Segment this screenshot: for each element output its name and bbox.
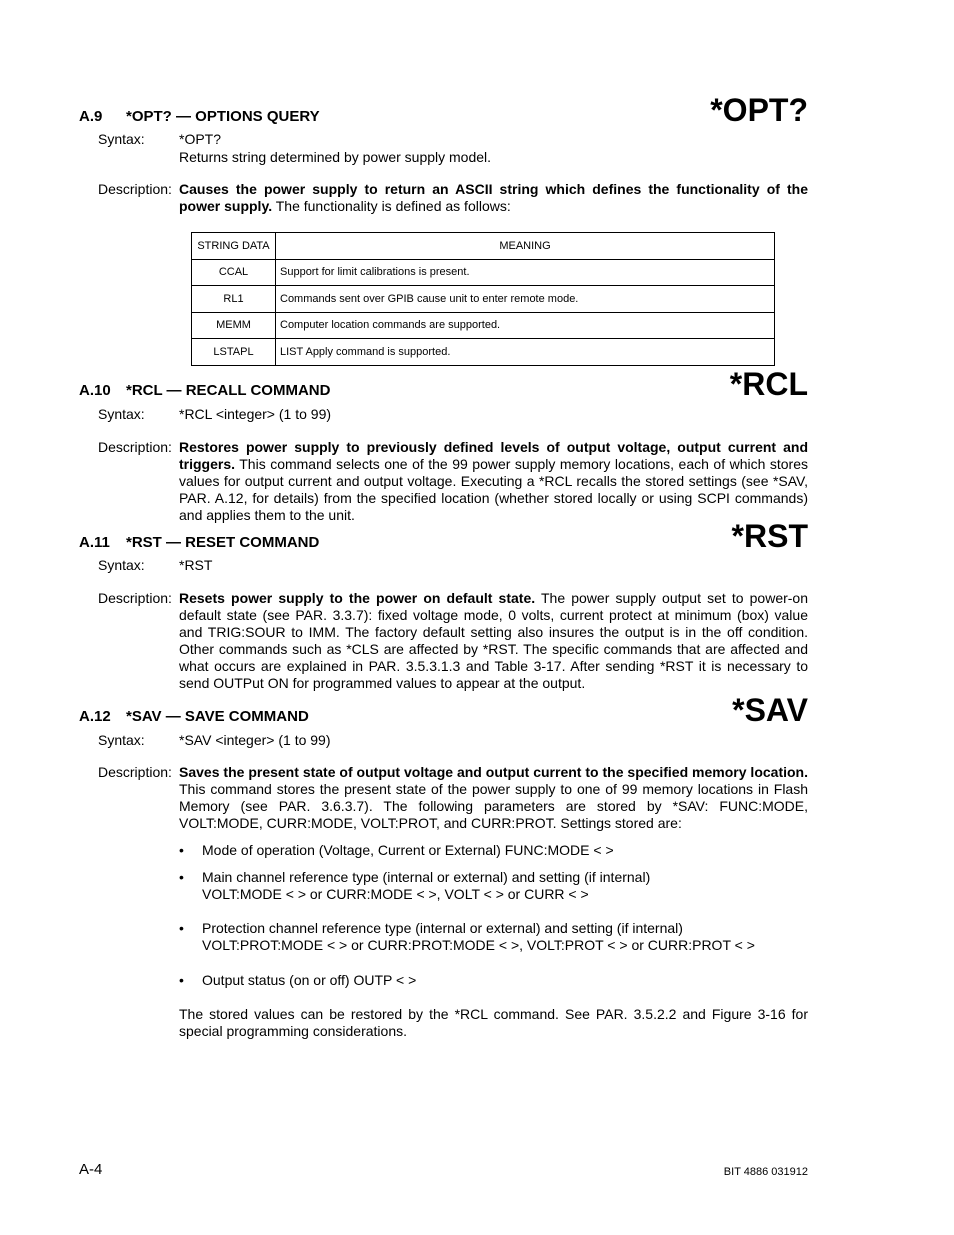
description-rest: This command selects one of the 99 power supply memory locations, each of which stores values for output current and output voltage. Executing a *RCL recalls the stored settings (see *SAV, PAR. A.12, for details) from the specified location (whether stored locally or using SCPI commands) and applies them to the unit. [179, 456, 808, 523]
bullet-marker: • [179, 920, 184, 936]
list-item-text: Mode of operation (Voltage, Current or External) FUNC:MODE < > [202, 842, 614, 858]
section-number: A.11 [79, 534, 110, 551]
section-heading-rst [79, 534, 319, 551]
syntax-value: *RST [179, 557, 213, 573]
table-row [192, 312, 775, 339]
table-cell-string: MEMM [192, 312, 276, 339]
table-cell-meaning: Computer location commands are supported. [276, 312, 775, 339]
description-rest: The power supply output set to power-on default state (see PAR. 3.3.7): fixed voltage mode, 0 volts, current protect at minimum (box) value and TRIG:SOUR to IMM. The factory default setting also insures the output is in the off condition. Other commands such as *CLS are affected by *RST. The specific commands that are affected and what occurs are explained in PAR. 3.5.3.1.3 and Table 3-17. After sending *RST it is necessary to send OUTPut ON for programmed values to appear at the output. [179, 590, 809, 691]
list-item-text: Main channel reference type (internal or external) and setting (if internal) [202, 869, 651, 885]
opt-big-title: *OPT? [710, 92, 808, 128]
description-lead: Saves the present state of output voltage and output current to the specified memory location. [179, 764, 808, 780]
section-heading-sav [79, 708, 309, 725]
syntax-value: *RCL <integer> (1 to 99) [179, 406, 332, 422]
description-text [179, 181, 808, 215]
description-rest: This command stores the present state of the power supply to one of 99 memory locations in Flash Memory (see PAR. 3.6.3.7). The following parameters are stored by *SAV: FUNC:MODE, VOLT:MODE, CURR:MODE, VOLT:PROT, and CURR:PROT. Settings stored are: [179, 781, 808, 831]
section-title: *SAV — SAVE COMMAND [126, 708, 309, 725]
section-title: *RCL — RECALL COMMAND [126, 382, 331, 399]
bullet-marker: • [179, 869, 184, 885]
syntax-value: *OPT? [179, 131, 222, 147]
table-cell-string: CCAL [192, 259, 276, 286]
syntax-label: Syntax: [98, 131, 145, 147]
list-item-text-continued: VOLT:MODE < > or CURR:MODE < >, VOLT < > or CURR < > [202, 886, 589, 902]
table-header-row [192, 233, 775, 260]
syntax-value: *SAV <integer> (1 to 99) [179, 732, 331, 748]
description-lead: Causes the power supply to return an ASCII string which defines the functionality of the power supply. [179, 181, 808, 214]
description-label: Description: [98, 181, 172, 197]
section-number: A.10 [79, 382, 111, 399]
table-row [192, 339, 775, 366]
table-cell-meaning: Support for limit calibrations is present. [276, 259, 775, 286]
bullet-marker: • [179, 842, 184, 858]
table-header-cell: MEANING [276, 233, 775, 260]
rst-big-title: *RST [731, 518, 808, 554]
table-row [192, 286, 775, 313]
list-item-text: Output status (on or off) OUTP < > [202, 972, 417, 988]
table-cell-string: RL1 [192, 286, 276, 313]
table-row [192, 259, 775, 286]
description-label: Description: [98, 439, 172, 455]
page-number: A-4 [79, 1161, 103, 1178]
table-cell-meaning: Commands sent over GPIB cause unit to enter remote mode. [276, 286, 775, 313]
description-text [179, 590, 808, 692]
section-heading-rcl [79, 382, 330, 399]
section-title: *RST — RESET COMMAND [126, 534, 320, 551]
bullet-marker: • [179, 972, 184, 988]
document-id: BIT 4886 031912 [723, 1166, 808, 1178]
options-table [191, 232, 775, 366]
description-lead: Resets power supply to the power on default state. [179, 590, 536, 606]
syntax-label: Syntax: [98, 557, 145, 573]
description-text [179, 439, 808, 524]
description-text [179, 764, 808, 832]
section-number: A.9 [79, 108, 103, 125]
syntax-label: Syntax: [98, 732, 145, 748]
closing-paragraph: The stored values can be restored by the *RCL command. See PAR. 3.5.2.2 and Figure 3-16 for special programming considerations. [179, 1006, 808, 1039]
table-cell-string: LSTAPL [192, 339, 276, 366]
table-cell-meaning: LIST Apply command is supported. [276, 339, 775, 366]
section-title: *OPT? — OPTIONS QUERY [126, 108, 320, 125]
description-label: Description: [98, 590, 172, 606]
description-label: Description: [98, 764, 172, 780]
section-heading-opt [79, 108, 320, 125]
syntax-label: Syntax: [98, 406, 145, 422]
section-number: A.12 [79, 708, 111, 725]
description-rest: The functionality is defined as follows: [272, 198, 511, 214]
rcl-big-title: *RCL [729, 366, 808, 402]
list-item-text-continued: VOLT:PROT:MODE < > or CURR:PROT:MODE < >, VOLT:PROT < > or CURR:PROT < > [202, 937, 755, 953]
table-header-cell: STRING DATA [192, 233, 276, 260]
syntax-note: Returns string determined by power supply model. [179, 149, 492, 165]
list-item-text: Protection channel reference type (internal or external) and setting (if internal) [202, 920, 683, 936]
sav-big-title: *SAV [732, 692, 808, 728]
description-lead: Restores power supply to previously defined levels of output voltage, output current and triggers. [179, 439, 808, 472]
